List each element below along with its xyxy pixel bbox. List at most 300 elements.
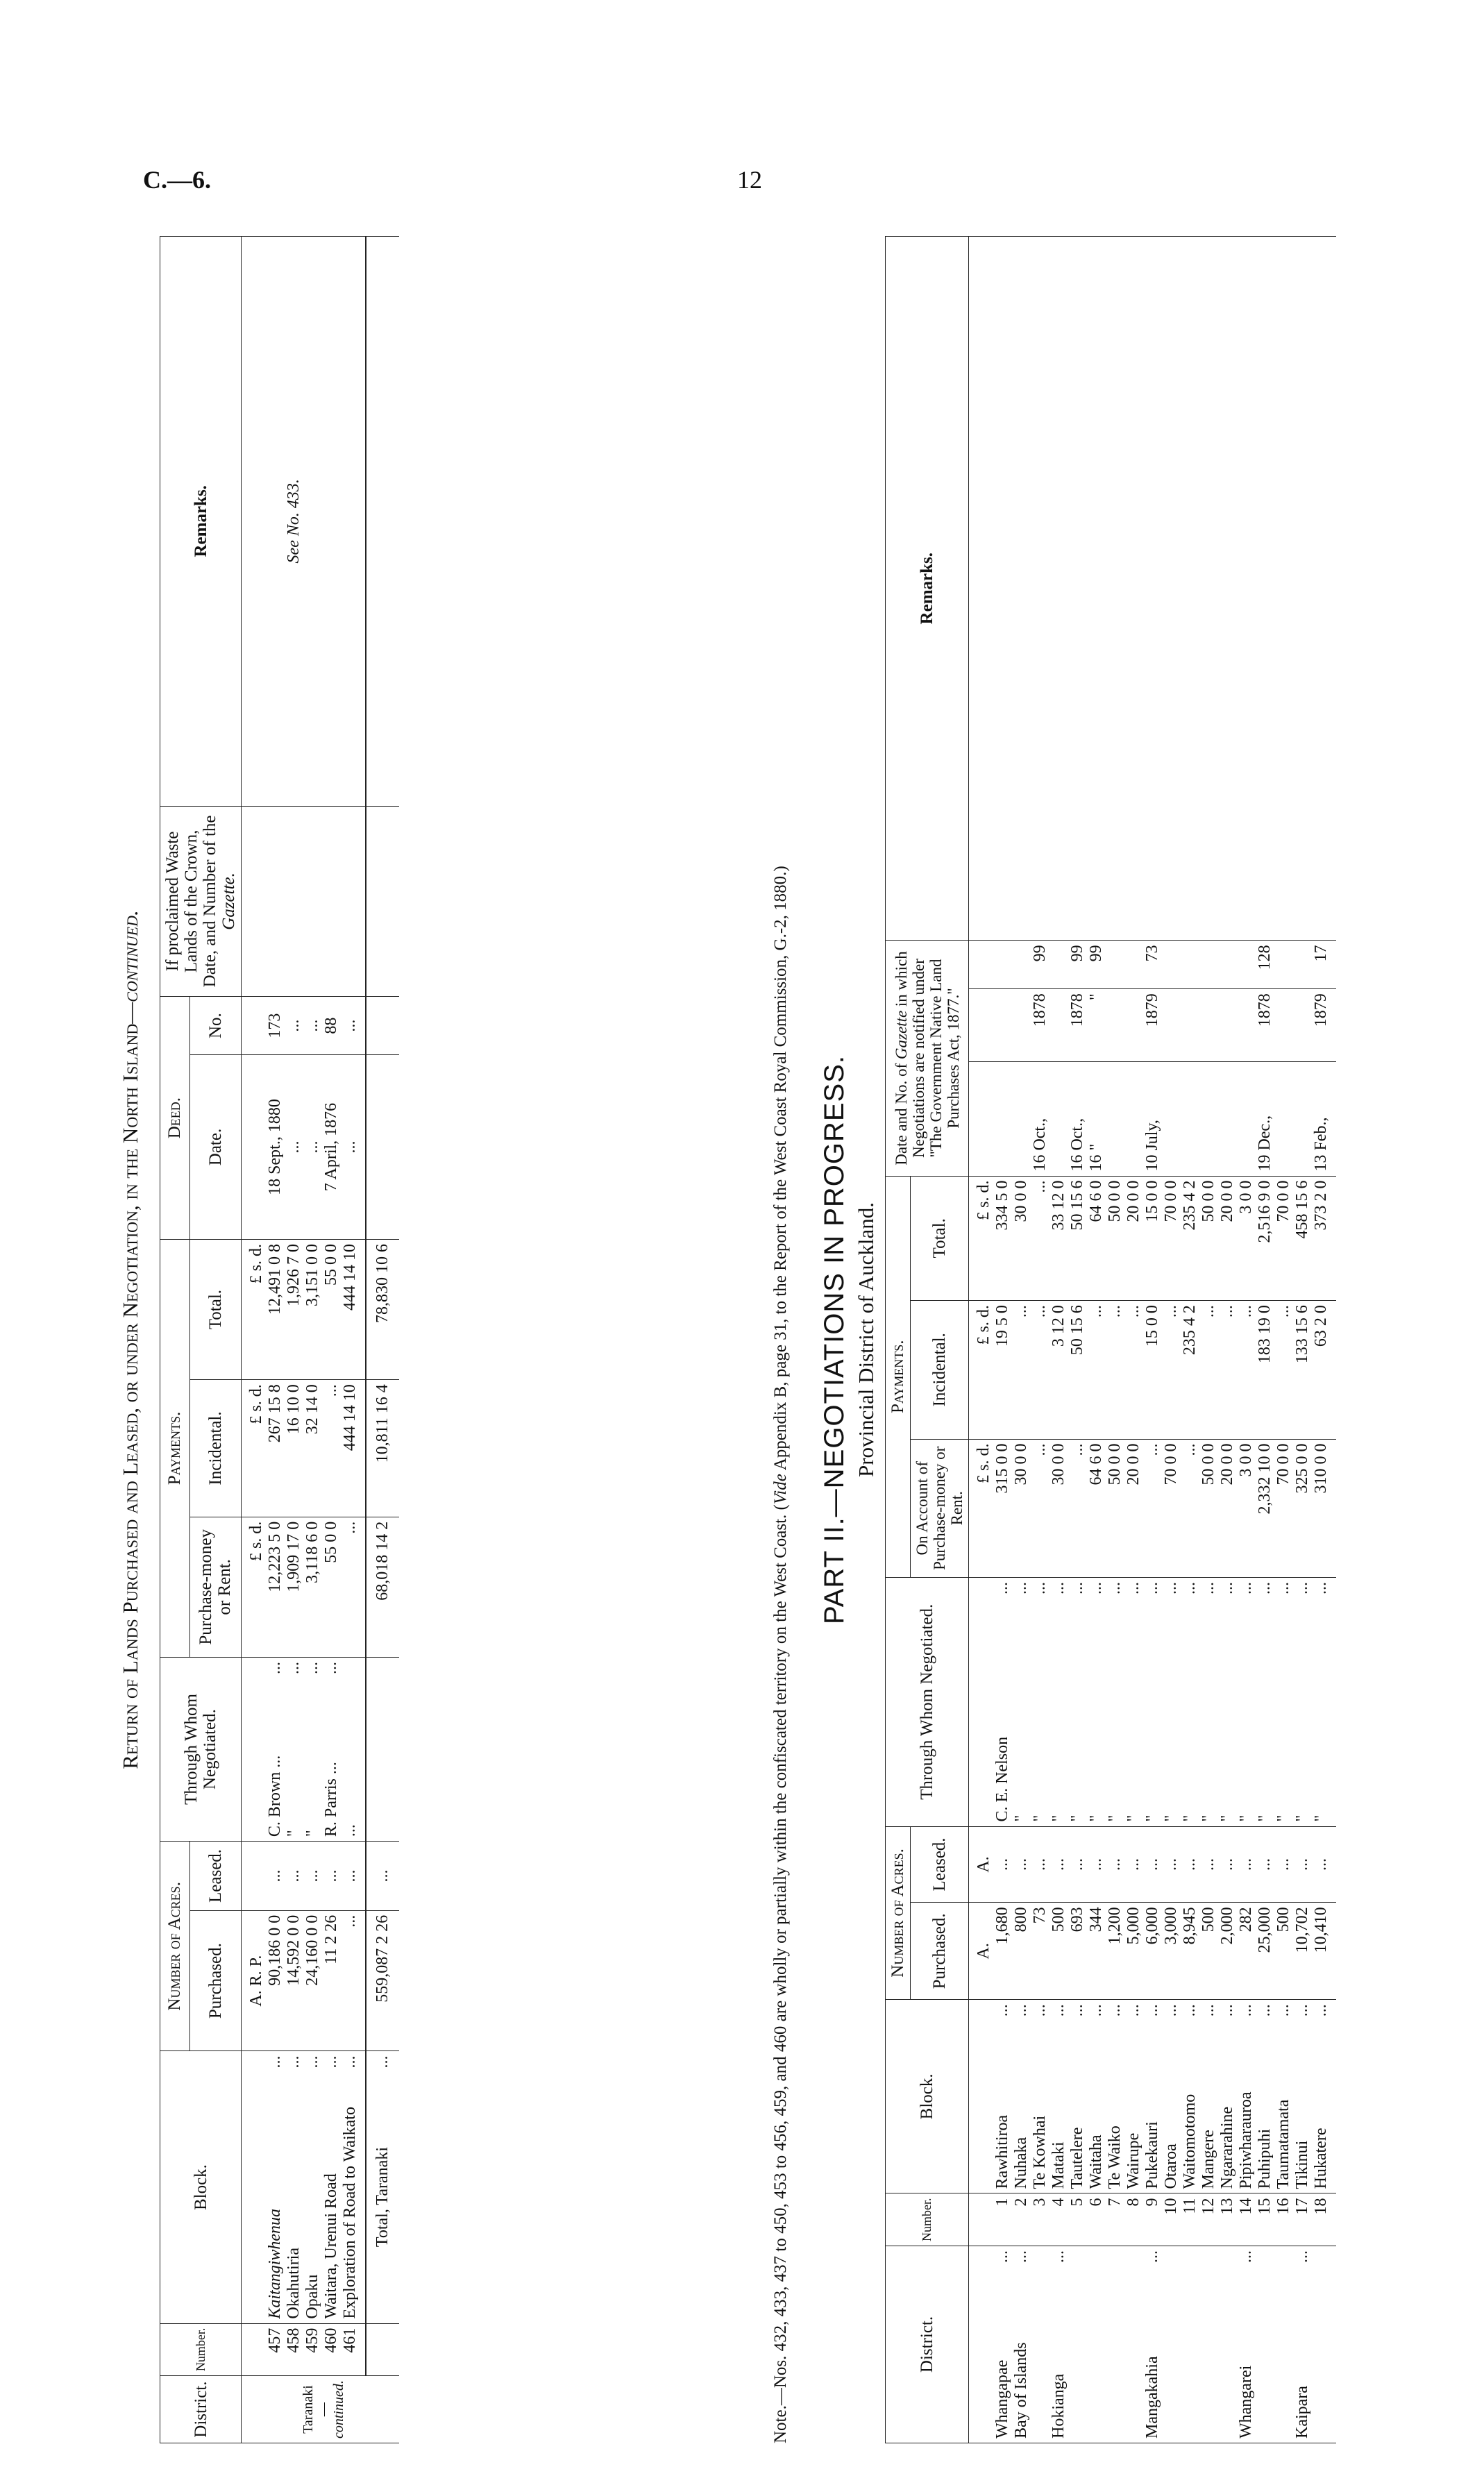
row-leased: ... [266, 1842, 285, 1911]
row-gazette-date [1106, 1062, 1124, 1177]
row-block [1256, 2000, 1274, 2193]
row-district [1049, 2246, 1068, 2443]
p2-units-money-a: £ s. d. [969, 1439, 994, 1577]
row-on-account: ... [1143, 1439, 1162, 1577]
row-through-text: " [285, 1830, 303, 1837]
row-block [1162, 2000, 1181, 2193]
row-incidental: 235 4 2 [1181, 1301, 1199, 1439]
row-district [1031, 2246, 1049, 2443]
row-on-account: 64 6 0 [1087, 1439, 1106, 1577]
row-block [285, 2051, 303, 2323]
row-block-text: Waitara, Urenui Road [322, 2173, 340, 2319]
row-block-text: Taumatamata [1274, 2099, 1292, 2189]
row-leased: ... [993, 1826, 1012, 1903]
row-gazette-no [1124, 941, 1143, 989]
row-block-text: Nuhaka [1012, 2137, 1030, 2189]
row-through [266, 1658, 285, 1842]
row-through-text: ... [341, 1824, 359, 1837]
row-gazette-date [1049, 1062, 1068, 1177]
row-block-text: Tautelere [1068, 2127, 1086, 2189]
row-incidental: 15 0 0 [1143, 1301, 1162, 1439]
row-number: 8 [1124, 2193, 1143, 2246]
col-payments-group: Payments. [160, 1239, 190, 1657]
row-district [1274, 2246, 1293, 2443]
row-remarks: See No. 433. [285, 237, 303, 807]
row-purchased: 14,592 0 0 [285, 1910, 303, 2051]
row-gazette-year [1012, 989, 1031, 1062]
row-district-leader: ... [993, 2250, 1011, 2263]
row-block [1218, 2000, 1237, 2193]
row-on-account: 30 0 0 [1049, 1439, 1068, 1577]
row-incidental: 267 15 8 [266, 1380, 285, 1517]
col-date: Date. [189, 1055, 241, 1240]
row-leased: ... [1012, 1826, 1031, 1903]
row-district [1162, 2246, 1181, 2443]
row-gazette-date: 10 July, [1143, 1062, 1162, 1177]
row-on-account: 2,332 10 0 [1256, 1439, 1274, 1577]
row-block-leader: ... [1199, 2004, 1217, 2017]
row-incidental: 63 2 0 [1312, 1301, 1336, 1439]
row-block-leader: ... [1124, 2004, 1142, 2017]
row-number: 2 [1012, 2193, 1031, 2246]
row-through-text: " [1106, 1814, 1124, 1822]
row-total: 2,516 9 0 [1256, 1176, 1274, 1301]
row-through-text: " [1049, 1814, 1068, 1822]
row-purchased: 500 [1274, 1903, 1293, 2000]
row-district-text: Bay of Islands [1012, 2342, 1030, 2439]
row-gazette-year: 1879 [1312, 989, 1336, 1062]
row-remarks [322, 237, 341, 807]
p2-col-gazette [886, 941, 969, 1176]
row-no: ... [285, 997, 303, 1055]
row-through [1199, 1578, 1218, 1827]
district-label-cont: continued. [330, 2380, 346, 2439]
row-total: ... [1031, 1176, 1049, 1301]
total-purchase-money: 68,018 14 2 [366, 1517, 399, 1657]
district-taranaki [242, 2376, 400, 2443]
row-leased: ... [1049, 1826, 1068, 1903]
row-block-leader: ... [1087, 2004, 1105, 2017]
total-spacer [366, 806, 399, 997]
table-row [285, 237, 303, 2443]
row-district [1143, 2246, 1162, 2443]
col-deed-group: Deed. [160, 997, 190, 1240]
part1-title [118, 236, 143, 2443]
row-remarks [1293, 237, 1312, 941]
row-number: 9 [1143, 2193, 1162, 2246]
row-total: 70 0 0 [1162, 1176, 1181, 1301]
row-waste [322, 806, 341, 997]
row-gazette-date [1274, 1062, 1293, 1177]
row-remarks [1012, 237, 1031, 941]
row-remarks [1162, 237, 1181, 941]
row-total: 33 12 0 [1049, 1176, 1068, 1301]
row-leased: ... [1068, 1826, 1087, 1903]
p2-col-on-account: On Account of Purchase-money or Rent. [911, 1439, 969, 1577]
row-incidental: ... [1162, 1301, 1181, 1439]
p2-units-money-b: £ s. d. [969, 1301, 994, 1439]
row-through-text: " [1274, 1814, 1292, 1822]
table-row [341, 237, 366, 2443]
part2-title: PART II.—NEGOTIATIONS IN PROGRESS. [819, 1054, 850, 1625]
note-text: Note.—Nos. 432, 433, 437 to 450, 453 to 456, 459, and 460 are wholly or partially within the confiscated territory on the West Coast. ( [771, 1504, 790, 2443]
part1-title-text: Return of Lands Purchased and Leased, or under Negotiation, in the North Island— [118, 1002, 142, 1769]
row-leased: ... [1031, 1826, 1049, 1903]
row-district [1012, 2246, 1031, 2443]
row-remarks [341, 237, 366, 807]
row-block-text: Kaitangiwhenua [266, 2208, 284, 2319]
row-block-text: Te Kowhai [1031, 2115, 1049, 2189]
row-on-account: 310 0 0 [1312, 1439, 1336, 1577]
row-gazette-no: 73 [1143, 941, 1162, 989]
row-total: 20 0 0 [1218, 1176, 1237, 1301]
row-block-text: Te Waiko [1106, 2125, 1124, 2189]
total-spacer [366, 1658, 399, 1842]
total-total: 78,830 10 6 [366, 1239, 399, 1379]
row-total: 30 0 0 [1012, 1176, 1031, 1301]
row-leased: ... [1312, 1826, 1336, 1903]
row-block-text: Rawhitiroa [993, 2114, 1011, 2189]
row-remarks [303, 237, 322, 807]
row-district [1068, 2246, 1087, 2443]
row-purchase-money: 55 0 0 [322, 1517, 341, 1657]
row-gazette-year: " [1087, 989, 1106, 1062]
total-spacer [366, 237, 399, 807]
row-gazette-date: 19 Dec., [1256, 1062, 1274, 1177]
row-remarks [1124, 237, 1143, 941]
row-district [1312, 2246, 1336, 2443]
row-through [1124, 1578, 1143, 1827]
part1-title-suffix: continued. [118, 910, 142, 1002]
row-incidental: ... [1124, 1301, 1143, 1439]
row-purchased: 500 [1199, 1903, 1218, 2000]
row-through-leader: ... [1012, 1582, 1030, 1594]
total-spacer [366, 1055, 399, 1240]
row-gazette-year [1181, 989, 1199, 1062]
row-incidental: 50 15 6 [1068, 1301, 1087, 1439]
row-total: 3,151 0 0 [303, 1239, 322, 1379]
table-row [1031, 237, 1049, 2443]
row-number: 460 [322, 2323, 341, 2376]
row-through [1031, 1578, 1049, 1827]
row-gazette-no [1012, 941, 1031, 989]
row-on-account: 70 0 0 [1162, 1439, 1181, 1577]
col-no: No. [189, 997, 241, 1055]
row-district [993, 2246, 1012, 2443]
p2-col-through: Through Whom Negotiated. [886, 1578, 969, 1827]
row-gazette-year [1106, 989, 1124, 1062]
row-through-text: " [1162, 1814, 1180, 1822]
row-through-leader: ... [303, 1662, 321, 1674]
row-through [1143, 1578, 1162, 1827]
row-through [1012, 1578, 1031, 1827]
p2-col-total: Total. [911, 1176, 969, 1301]
row-number: 17 [1293, 2193, 1312, 2246]
row-purchased: 3,000 [1162, 1903, 1181, 2000]
row-gazette-no [1274, 941, 1293, 989]
row-incidental: ... [1199, 1301, 1218, 1439]
row-gazette-no [993, 941, 1012, 989]
row-through [1181, 1578, 1199, 1827]
row-date: 18 Sept., 1880 [266, 1055, 285, 1240]
row-through [303, 1658, 322, 1842]
row-gazette-no [1049, 941, 1068, 989]
row-through-text: " [303, 1830, 321, 1837]
row-through-leader: ... [1087, 1582, 1105, 1594]
total-label-text: Total, Taranaki [373, 2147, 391, 2248]
row-gazette-date: 13 Feb., [1312, 1062, 1336, 1177]
row-on-account: 30 0 0 [1012, 1439, 1031, 1577]
units-acres: A. R. P. [242, 1910, 267, 2051]
table-row [1162, 237, 1181, 2443]
row-purchased: 500 [1049, 1903, 1068, 2000]
row-block [993, 2000, 1012, 2193]
row-number: 1 [993, 2193, 1012, 2246]
row-purchased: 73 [1031, 1903, 1049, 2000]
row-through [1237, 1578, 1256, 1827]
row-incidental: ... [1012, 1301, 1031, 1439]
row-purchased: 693 [1068, 1903, 1087, 2000]
row-block [1143, 2000, 1162, 2193]
row-gazette-date [1012, 1062, 1031, 1177]
units-money-c: £ s. d. [242, 1239, 267, 1379]
row-block-leader: ... [341, 2055, 359, 2069]
col-waste-text: If proclaimed Waste Lands of the Crown, Date, and Number of the [163, 815, 219, 988]
row-incidental: 183 19 0 [1256, 1301, 1274, 1439]
row-gazette-date [1124, 1062, 1143, 1177]
row-gazette-no [1106, 941, 1124, 989]
row-total: 1,926 7 0 [285, 1239, 303, 1379]
row-remarks [1256, 237, 1274, 941]
row-gazette-date: 16 " [1087, 1062, 1106, 1177]
row-on-account: ... [1068, 1439, 1087, 1577]
col-leased: Leased. [189, 1842, 241, 1911]
row-through-text: C. E. Nelson [993, 1736, 1011, 1822]
total-label-leader: ... [373, 2055, 391, 2069]
row-block [1049, 2000, 1068, 2193]
note-vide: Vide [771, 1474, 790, 1505]
row-through-leader: ... [993, 1582, 1011, 1594]
row-remarks [1049, 237, 1068, 941]
row-block-leader: ... [1049, 2004, 1068, 2017]
table-row [1181, 237, 1199, 2443]
row-block [1124, 2000, 1143, 2193]
row-leased: ... [322, 1842, 341, 1911]
row-on-account: 315 0 0 [993, 1439, 1012, 1577]
row-block-text: Waitomotomo [1181, 2094, 1199, 2189]
row-leased: ... [1256, 1826, 1274, 1903]
table-row [1049, 237, 1068, 2443]
row-block-leader: ... [1162, 2004, 1180, 2017]
row-block-leader: ... [266, 2055, 284, 2069]
row-through-leader: ... [1293, 1582, 1311, 1594]
row-gazette-date: 16 Oct., [1031, 1062, 1049, 1177]
row-number: 6 [1087, 2193, 1106, 2246]
row-block-leader: ... [1256, 2004, 1274, 2017]
table-row [1106, 237, 1124, 2443]
row-through [1274, 1578, 1293, 1827]
p2-col-purchased: Purchased. [911, 1903, 969, 2000]
row-through-leader: ... [285, 1662, 303, 1674]
page-code: C.—6. [143, 166, 211, 194]
row-gazette-year: 1879 [1143, 989, 1162, 1062]
row-purchase-money: ... [341, 1517, 366, 1657]
row-through-leader: ... [322, 1662, 340, 1674]
row-through-leader: ... [1068, 1582, 1086, 1594]
total-incidental: 10,811 16 4 [366, 1380, 399, 1517]
row-leased: ... [1106, 1826, 1124, 1903]
table-row [266, 237, 285, 2443]
row-on-account: 20 0 0 [1124, 1439, 1143, 1577]
row-through-leader: ... [1031, 1582, 1049, 1594]
row-through-text: " [1256, 1814, 1274, 1822]
row-through-leader: ... [1106, 1582, 1124, 1594]
row-gazette-no [1293, 941, 1312, 989]
row-number: 12 [1199, 2193, 1218, 2246]
total-row [366, 237, 399, 2443]
row-waste [303, 806, 322, 997]
row-block-text: Pukekauri [1143, 2121, 1161, 2189]
row-date: 7 April, 1876 [322, 1055, 341, 1240]
total-spacer [366, 997, 399, 1055]
total-spacer [366, 2323, 399, 2376]
row-no: 173 [266, 997, 285, 1055]
row-through-text: " [1181, 1814, 1199, 1822]
row-number: 13 [1218, 2193, 1237, 2246]
row-number: 461 [341, 2323, 366, 2376]
row-through-text: " [1199, 1814, 1217, 1822]
part2-subtitle: Provincial District of Auckland. [854, 1202, 878, 1478]
row-total: 20 0 0 [1124, 1176, 1143, 1301]
row-block-leader: ... [1293, 2004, 1311, 2017]
row-number: 16 [1274, 2193, 1293, 2246]
row-total: 12,491 0 8 [266, 1239, 285, 1379]
row-block-leader: ... [322, 2055, 340, 2069]
row-total: 235 4 2 [1181, 1176, 1199, 1301]
row-number: 18 [1312, 2193, 1336, 2246]
table-row [993, 237, 1012, 2443]
row-block-text: Puhipuhi [1256, 2128, 1274, 2189]
col-incidental: Incidental. [189, 1380, 241, 1517]
row-purchased: 5,000 [1124, 1903, 1143, 2000]
row-district [1087, 2246, 1106, 2443]
row-district-text: Whangapae [993, 2359, 1011, 2439]
row-number: 458 [285, 2323, 303, 2376]
row-on-account: ... [1181, 1439, 1199, 1577]
row-total: 55 0 0 [322, 1239, 341, 1379]
row-leased: ... [1181, 1826, 1199, 1903]
row-block-leader: ... [1181, 2004, 1199, 2017]
row-block-text: Pipiwharauroa [1237, 2091, 1255, 2189]
row-block [1237, 2000, 1256, 2193]
row-total: 15 0 0 [1143, 1176, 1162, 1301]
row-gazette-year [1218, 989, 1237, 1062]
row-purchased: 8,945 [1181, 1903, 1199, 2000]
row-remarks [1199, 237, 1218, 941]
row-gazette-date [1237, 1062, 1256, 1177]
row-through-leader: ... [266, 1662, 284, 1674]
row-incidental: 3 12 0 [1049, 1301, 1068, 1439]
row-block-text: Exploration of Road to Waikato [341, 2107, 359, 2319]
row-block-text: Tikinui [1293, 2140, 1311, 2189]
row-incidental: ... [1087, 1301, 1106, 1439]
row-block [1012, 2000, 1031, 2193]
row-purchased: 11 2 26 [322, 1910, 341, 2051]
row-gazette-date [993, 1062, 1012, 1177]
row-on-account: 50 0 0 [1199, 1439, 1218, 1577]
row-gazette-date [1218, 1062, 1237, 1177]
total-label [366, 2051, 399, 2323]
row-date: ... [341, 1055, 366, 1240]
p2-gazette-a: Date and No. of [892, 1063, 910, 1165]
row-incidental: ... [1031, 1301, 1049, 1439]
row-incidental: 16 10 0 [285, 1380, 303, 1517]
row-gazette-no: 99 [1087, 941, 1106, 989]
p2-units-acres-p: A. [969, 1903, 994, 2000]
row-block [1087, 2000, 1106, 2193]
row-purchased: 10,702 [1293, 1903, 1312, 2000]
units-money: £ s. d. [242, 1517, 267, 1657]
col-purchase-money: Purchase-money or Rent. [189, 1517, 241, 1657]
p2-col-leased: Leased. [911, 1826, 969, 1903]
row-total: 64 6 0 [1087, 1176, 1106, 1301]
row-district [1181, 2246, 1199, 2443]
row-incidental: 444 14 10 [341, 1380, 366, 1517]
total-purchased: 559,087 2 26 [366, 1910, 399, 2051]
row-district [1199, 2246, 1218, 2443]
row-block-leader: ... [285, 2055, 303, 2069]
col-total: Total. [189, 1239, 241, 1379]
row-gazette-no: 99 [1068, 941, 1087, 989]
row-on-account: 325 0 0 [1293, 1439, 1312, 1577]
row-through-leader: ... [1143, 1582, 1161, 1594]
row-through-leader: ... [1312, 1582, 1330, 1594]
row-leased: ... [285, 1842, 303, 1911]
row-purchased: 1,200 [1106, 1903, 1124, 2000]
row-district [1124, 2246, 1143, 2443]
row-gazette-date [1199, 1062, 1218, 1177]
row-district [1106, 2246, 1124, 2443]
row-gazette-date [1293, 1062, 1312, 1177]
row-total: 458 15 6 [1293, 1176, 1312, 1301]
row-incidental: ... [322, 1380, 341, 1517]
col-remarks: Remarks. [160, 237, 242, 807]
row-block-text: Wairupe [1124, 2132, 1142, 2189]
row-on-account: ... [1031, 1439, 1049, 1577]
col-waste [160, 806, 242, 997]
p2-gazette-it: Gazette [892, 1010, 910, 1060]
row-through [285, 1658, 303, 1842]
table-row [1199, 237, 1218, 2443]
row-leased: ... [303, 1842, 322, 1911]
row-leased: ... [1237, 1826, 1256, 1903]
table-row [1087, 237, 1106, 2443]
p2-col-block: Block. [886, 2000, 969, 2193]
row-no: 88 [322, 997, 341, 1055]
row-leased: ... [341, 1842, 366, 1911]
row-incidental: 133 15 6 [1293, 1301, 1312, 1439]
row-leased: ... [1143, 1826, 1162, 1903]
row-through-leader: ... [1199, 1582, 1217, 1594]
row-total: 444 14 10 [341, 1239, 366, 1379]
col-block: Block. [160, 2051, 242, 2323]
row-gazette-year [1124, 989, 1143, 1062]
row-through-leader: ... [1237, 1582, 1255, 1594]
p2-col-acres-group: Number of Acres. [886, 1826, 911, 2000]
row-total: 334 5 0 [993, 1176, 1012, 1301]
col-through: Through Whom Negotiated. [160, 1658, 242, 1842]
row-through-text: " [1012, 1814, 1030, 1822]
